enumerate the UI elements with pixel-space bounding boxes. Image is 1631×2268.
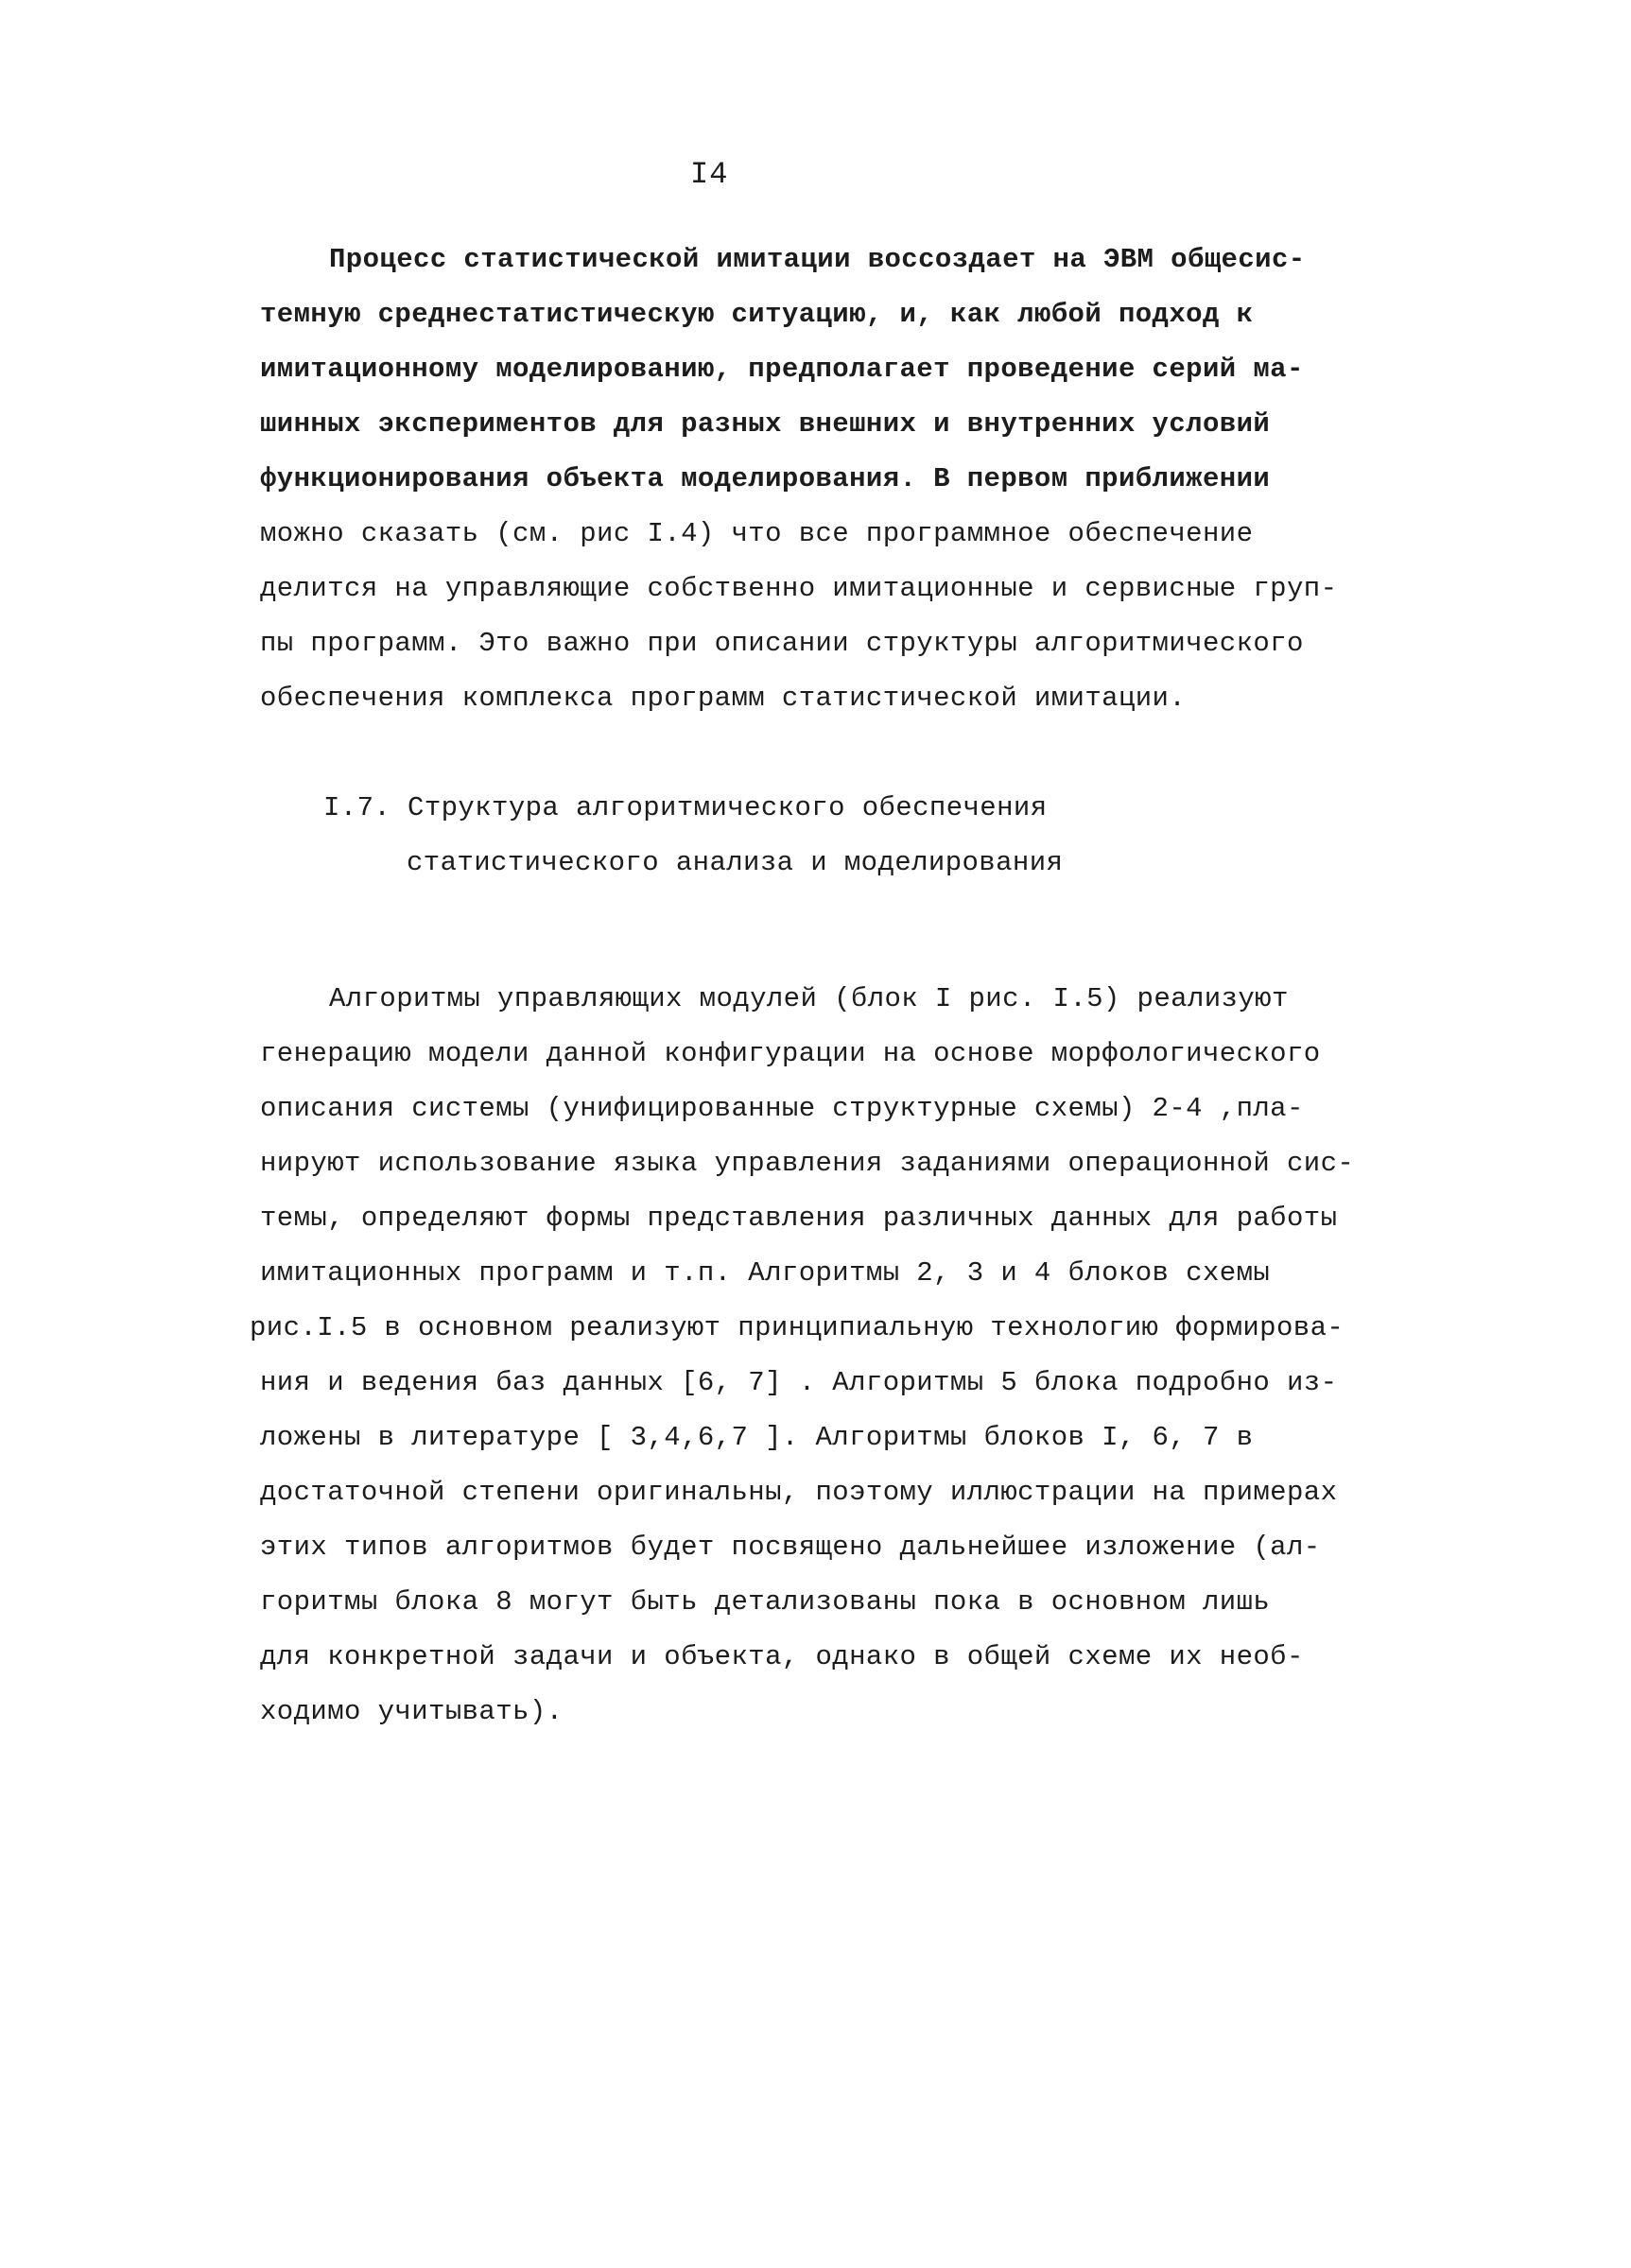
paragraph-2-line: горитмы блока 8 могут быть детализованы пока в основном лишь	[260, 1586, 1271, 1618]
section-heading-line-2: статистического анализа и моделирования	[407, 847, 1064, 878]
paragraph-2-line: имитационных программ и т.п. Алгоритмы 2, 3 и 4 блоков схемы	[260, 1257, 1271, 1289]
paragraph-2-line: ния и ведения баз данных [6, 7] . Алгоритмы 5 блока подробно из-	[260, 1367, 1338, 1398]
paragraph-2-line: нируют использование языка управления заданиями операционной сис-	[260, 1148, 1355, 1179]
paragraph-2-line: рис.I.5 в основном реализуют принципиальную технологию формирова-	[250, 1312, 1345, 1343]
paragraph-2-line: ложены в литературе [ 3,4,6,7 ]. Алгоритмы блоков I, 6, 7 в	[260, 1422, 1254, 1453]
paragraph-2-line: достаточной степени оригинальны, поэтому иллюстрации на примерах	[260, 1477, 1338, 1508]
paragraph-1-line: темную среднестатистическую ситуацию, и, как любой подход к	[260, 299, 1254, 330]
page-number: I4	[690, 157, 729, 192]
paragraph-2-line: описания системы (унифицированные структурные схемы) 2-4 ,пла-	[260, 1093, 1304, 1124]
paragraph-2-line: генерацию модели данной конфигурации на основе морфологического	[260, 1038, 1321, 1069]
paragraph-1-line: делится на управляющие собственно имитационные и сервисные груп-	[260, 573, 1338, 604]
paragraph-1-line: обеспечения комплекса программ статистической имитации.	[260, 683, 1187, 714]
paragraph-2-line: для конкретной задачи и объекта, однако в общей схеме их необ-	[260, 1641, 1304, 1672]
paragraph-1-line: можно сказать (см. рис I.4) что все программное обеспечение	[260, 518, 1254, 549]
paragraph-1-line: имитационному моделированию, предполагает проведение серий ма-	[260, 354, 1304, 385]
paragraph-1-line: пы программ. Это важно при описании структуры алгоритмического	[260, 628, 1304, 659]
paragraph-2-line: ходимо учитывать).	[260, 1696, 564, 1727]
paragraph-2-line: темы, определяют формы представления различных данных для работы	[260, 1203, 1338, 1234]
paragraph-1-line: шинных экспериментов для разных внешних и внутренних условий	[260, 408, 1271, 440]
paragraph-2-line: Алгоритмы управляющих модулей (блок I рис. I.5) реализуют	[329, 983, 1289, 1014]
paragraph-2-line: этих типов алгоритмов будет посвящено дальнейшее изложение (ал-	[260, 1532, 1321, 1563]
paragraph-1-line: функционирования объекта моделирования. В первом приближении	[260, 463, 1271, 494]
section-heading-line-1: I.7. Структура алгоритмического обеспечения	[323, 792, 1048, 823]
paragraph-1-line: Процесс статистической имитации воссоздает на ЭВМ общесис-	[329, 244, 1306, 275]
